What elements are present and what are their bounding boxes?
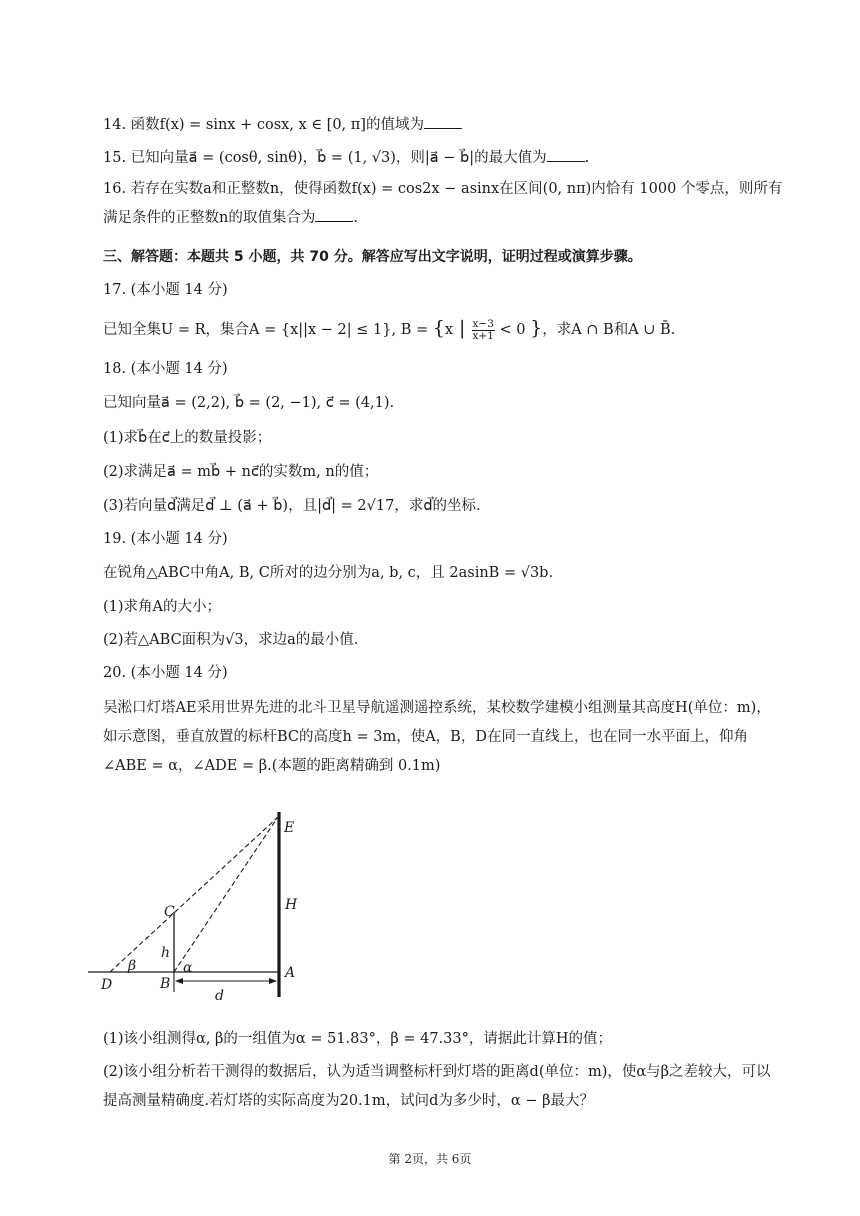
- label-e: E: [284, 820, 295, 836]
- page-footer: 第 2页，共 6页: [388, 1152, 472, 1166]
- q19-heading: 19. (本小题 14 分): [103, 531, 228, 547]
- q18-part-1: (1)求b⃗在c⃗上的数量投影；: [103, 430, 272, 446]
- label-d-point: D: [101, 977, 113, 993]
- sightline-be: [174, 817, 278, 972]
- label-h-pole: h: [161, 945, 171, 961]
- question-15: 15. 已知向量a⃗ = (cosθ, sinθ)，b⃗ = (1, √3)，则|a⃗ − b⃗|的最大值为 .: [103, 147, 589, 168]
- q17-text: 已知全集U = R，集合A = {x||x − 2| ≤ 1}, B = {x | $\frac{x-3}{x+1}$ < 0 }，求A ∩ B和A ∪ B̄.: [103, 317, 676, 342]
- fraction: $\frac{x-3}{x+1}$: [472, 317, 494, 342]
- q20-part-1: (1)该小组测得α, β的一组值为α = 51.83°，β = 47.33°，请据此计算H的值；: [103, 1031, 613, 1047]
- label-beta: β: [128, 958, 137, 974]
- sightline-dc: [110, 817, 278, 972]
- label-d-distance: d: [215, 988, 224, 1004]
- lighthouse-diagram: [84, 805, 314, 1015]
- answer-blank: [424, 114, 462, 129]
- q18-part-3: (3)若向量d⃗满足d⃗ ⊥ (a⃗ + b⃗)，且|d⃗| = 2√17，求d⃗的坐标.: [103, 498, 481, 514]
- label-c: C: [164, 904, 175, 920]
- arrow-head-left: [175, 978, 183, 984]
- q17-heading: 17. (本小题 14 分): [103, 282, 228, 298]
- q18-heading: 18. (本小题 14 分): [103, 361, 228, 377]
- q20-heading: 20. (本小题 14 分): [103, 665, 228, 681]
- section-header: 三、解答题：本题共 5 小题，共 70 分。解答应写出文字说明，证明过程或演算步骤。: [103, 249, 642, 265]
- q20-part-2: (2)该小组分析若干测得的数据后，认为适当调整标杆到灯塔的距离d(单位：m)，使α与β之差较大，可以提高测量精确度.若灯塔的实际高度为20.1m，试问d为多少时，α − β最大？: [103, 1064, 771, 1109]
- answer-blank: [547, 147, 585, 162]
- q20-intro: 吴淞口灯塔AE采用世界先进的北斗卫星导航遥测遥控系统，某校数学建模小组测量其高度H(单位：m)，如示意图，垂直放置的标杆BC的高度h = 3m，使A，B，D在同一直线上，也在同一水平面上，仰角∠ABE = α，∠ADE = β.(本题的距离精确到 0.1m): [103, 700, 771, 774]
- q19-part-1: (1)求角A的大小；: [103, 599, 222, 615]
- question-16: 16. 若存在实数a和正整数n，使得函数f(x) = cos2x − asinx在区间(0, nπ)内恰有 1000 个零点，则所有满足条件的正整数n的取值集合为 .: [103, 181, 783, 226]
- label-alpha: α: [183, 960, 193, 976]
- label-h-tower: H: [285, 897, 298, 913]
- q19-part-2: (2)若△ABC面积为√3，求边a的最小值.: [103, 632, 359, 648]
- set-b-brace: {: [432, 317, 445, 339]
- arrow-head-right: [269, 978, 277, 984]
- q18-intro: 已知向量a⃗ = (2,2), b⃗ = (2, −1), c⃗ = (4,1).: [103, 395, 395, 411]
- q19-intro: 在锐角△ABC中角A, B, C所对的边分别为a, b, c，且 2asinB = √3b.: [103, 565, 554, 581]
- answer-blank: [315, 207, 353, 222]
- question-14: 14. 函数f(x) = sinx + cosx, x ∈ [0, π]的值域为: [103, 114, 462, 135]
- label-b: B: [160, 976, 171, 992]
- q18-part-2: (2)求满足a⃗ = mb⃗ + nc⃗的实数m, n的值；: [103, 464, 379, 480]
- label-a: A: [285, 965, 296, 981]
